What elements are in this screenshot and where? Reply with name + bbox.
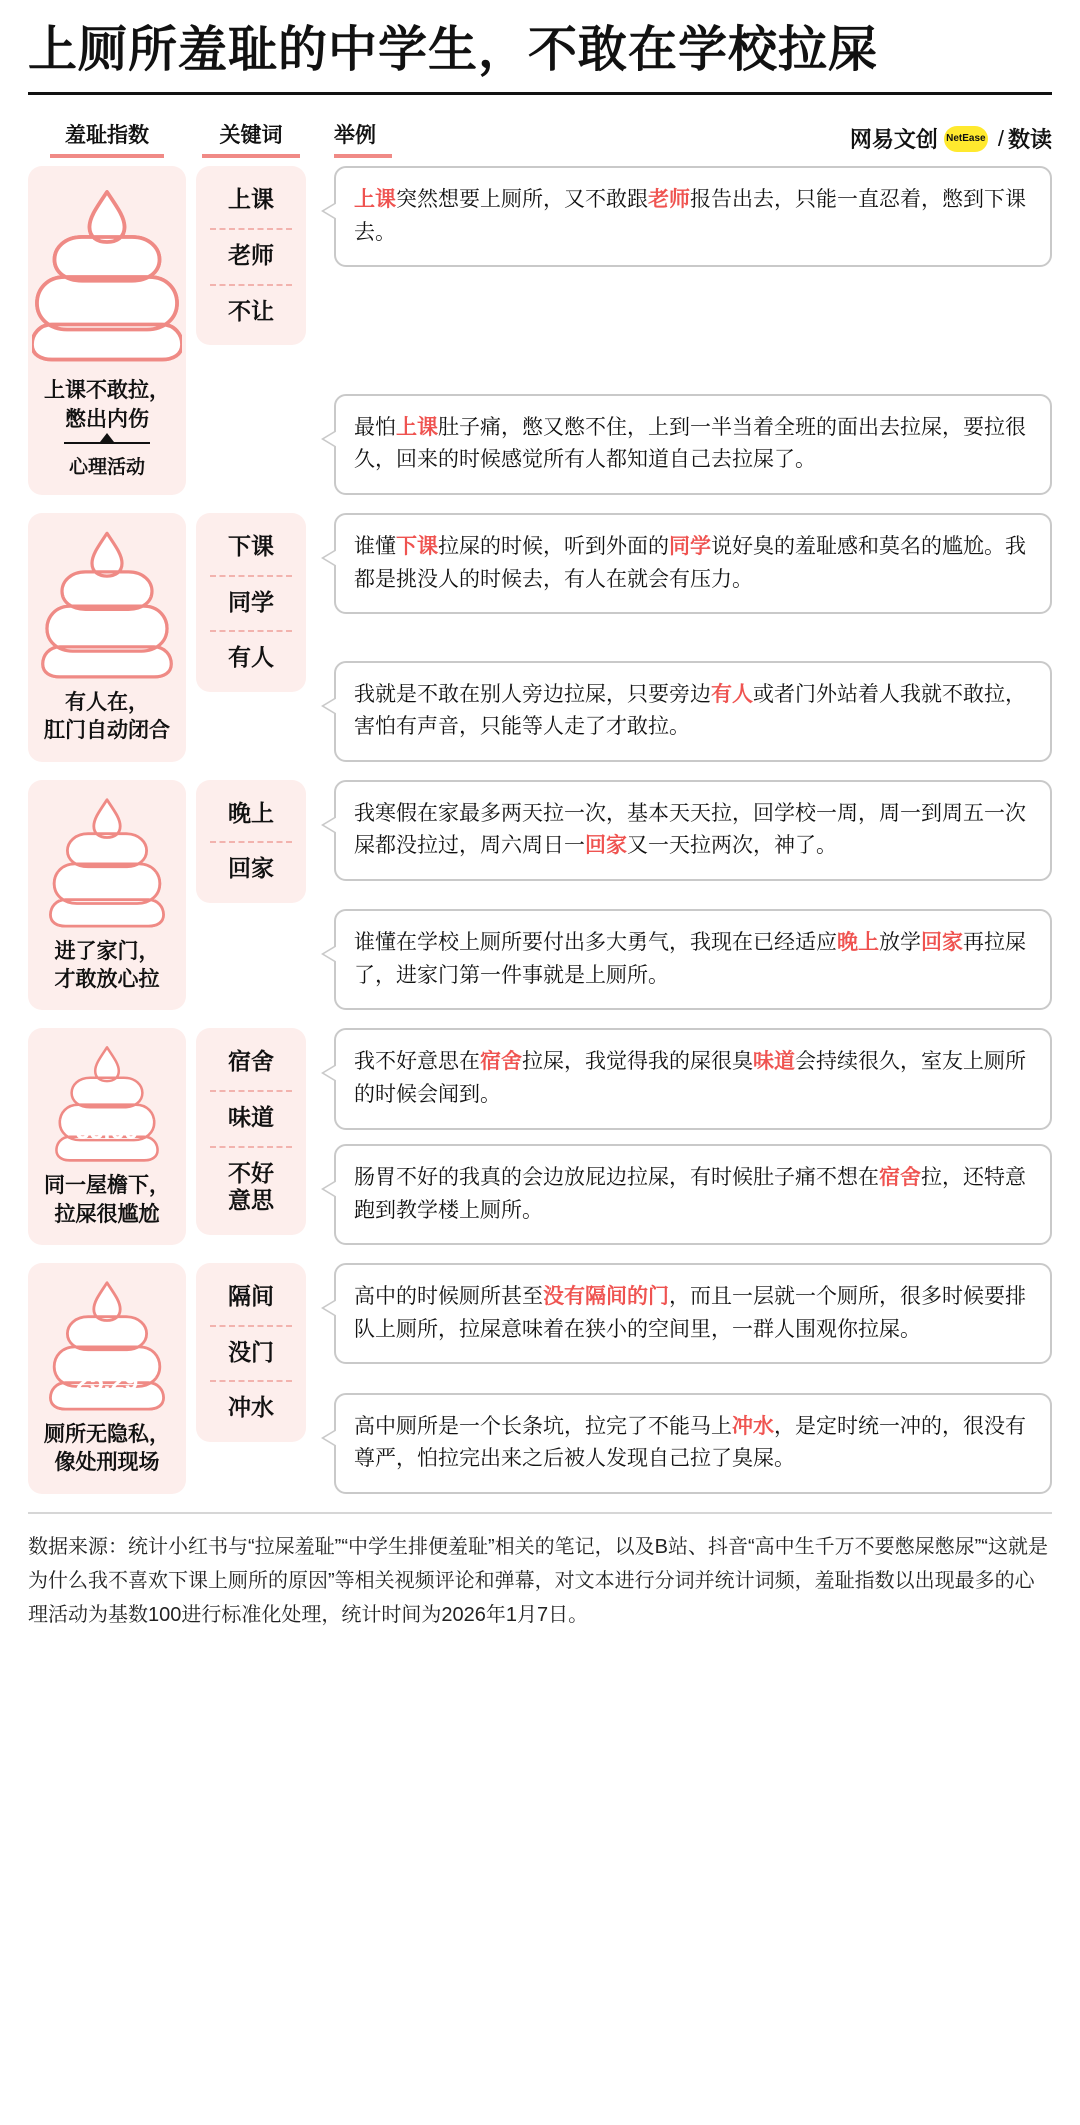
keyword-card [196,1028,306,1234]
quotes-column [334,513,1052,762]
poop-icon [41,529,173,679]
quote-text: 再拉屎了，进家门第一件事就是上厕所。 [354,931,1026,987]
quote-text: 肚子痛，憋又憋不住，上到一半当着全班的面出去拉屎，要拉很久，回来的时候感觉所有人都知道自己去拉屎了。 [354,415,1026,472]
quote-bubble [334,1263,1052,1364]
poop-bar [32,182,182,367]
chart-row [28,1263,1052,1494]
quote-highlight: 回家 [921,931,963,955]
source-footnote: 数据来源：统计小红书与“拉屎羞耻”“中学生排便羞耻”相关的笔记，以及B站、抖音“高中生千万不要憋屎憋尿”“这就是为什么我不喜欢下课上厕所的原因”等相关视频评论和弹幕，对文本进行分词并统计词频，羞耻指数以出现最多的心理活动为基数100进行标准化处理，统计时间为2026年1月7日。 [28,1512,1052,1632]
quotes-column [334,166,1052,495]
netease-badge: NetEase [944,126,988,152]
quote-bubble [334,394,1052,495]
quote-text: 我不好意思在 [354,1050,480,1074]
keyword-item[interactable]: 不好 意思 [196,1146,306,1229]
quote-bubble [334,513,1052,614]
quote-text: 最怕 [354,415,396,439]
quote-text: ，而且一层就一个厕所，很多时候要排队上厕所，拉屎意味着在狭小的空间里，一群人围观你拉屎。 [354,1285,1026,1341]
quote-text: ，是定时统一冲的，很没有尊严，怕拉完出来之后被人发现自己拉了臭屎。 [354,1414,1026,1471]
quote-highlight: 下课 [396,535,438,559]
keyword-card [196,513,306,692]
poop-icon [43,796,171,928]
mental-activity-label: 心理活动 [36,442,178,479]
quote-highlight: 宿舍 [480,1050,522,1074]
brand-slash: / [997,125,1004,151]
poop-bar [43,796,171,928]
column-header-keyword: 关键词 [196,119,306,158]
keyword-item[interactable]: 晚上 [228,799,274,826]
quote-bubble [334,780,1052,881]
quote-text: 谁懂 [354,535,396,559]
poop-icon [32,182,182,367]
quote-text: 高中的时候厕所甚至 [354,1285,543,1309]
score-value: 35.69 [75,1117,139,1146]
title-section [0,0,1080,105]
quotes-column [334,1028,1052,1245]
quotes-column [334,1263,1052,1494]
quote-text: 高中厕所是一个长条坑，拉完了不能马上 [354,1414,732,1438]
quote-bubble [334,909,1052,1010]
quote-text: 突然想要上厕所，又不敢跟 [396,188,648,212]
rows-container [0,166,1080,1493]
keyword-card [196,166,306,345]
quote-bubble [334,1393,1052,1494]
keyword-item[interactable]: 有人 [196,630,306,686]
quote-bubble [334,1028,1052,1129]
quote-highlight: 上课 [396,415,438,439]
keyword-item[interactable]: 没门 [196,1325,306,1381]
quotes-column [334,780,1052,1011]
column-header-score: 羞耻指数 [28,119,186,158]
quote-highlight: 冲水 [732,1414,774,1438]
keyword-item[interactable]: 宿舍 [228,1048,274,1075]
quote-text: 说好臭的羞耻感和莫名的尴尬。我都是挑没人的时候去，有人在就会有压力。 [354,535,1026,591]
quote-text: 报告出去，只能一直忍着，憋到下课去。 [354,188,1026,244]
score-caption: 有人在， 肛门自动闭合 [44,691,170,743]
keyword-item[interactable]: 冲水 [196,1380,306,1436]
chart-row [28,166,1052,495]
keyword-item[interactable]: 回家 [196,841,306,897]
quote-highlight: 老师 [648,188,690,212]
quote-highlight: 同学 [669,535,711,559]
score-caption: 同一屋檐下， 拉屎很尴尬 [44,1174,170,1226]
chart-row [28,1028,1052,1245]
column-headers [0,105,1080,166]
quote-text: 谁懂在学校上厕所要付出多大勇气，我现在已经适应 [354,931,837,955]
keyword-item[interactable]: 隔间 [228,1283,274,1310]
score-value: 100 [86,280,128,309]
poop-bar [41,529,173,679]
quote-highlight: 宿舍 [879,1166,921,1189]
poop-bar [47,1279,167,1411]
keyword-card [196,780,306,903]
score-caption: 上课不敢拉， 憋出内伤 [44,379,170,431]
quote-text: 我就是不敢在别人旁边拉屎，只要旁边 [354,682,711,706]
quote-highlight: 有人 [711,682,753,706]
quote-text: 或者门外站着人我就不敢拉，害怕有声音，只能等人走了才敢拉。 [354,682,1026,739]
chart-row [28,780,1052,1011]
keyword-item[interactable]: 同学 [196,575,306,631]
quote-text: 拉屎，我觉得我的屎很臭 [522,1050,753,1074]
score-card [28,166,186,495]
quote-highlight: 味道 [753,1050,795,1074]
quote-text: 又一天拉两次，神了。 [627,834,837,858]
score-value: 42.37 [75,874,139,903]
score-value: 25.29 [75,1368,139,1397]
quote-highlight: 上课 [354,188,396,212]
score-caption: 进了家门， 才敢放心拉 [54,939,160,992]
score-card [28,780,186,1011]
score-value: 55.25 [75,616,139,645]
quote-highlight: 回家 [585,834,627,858]
quote-text: 拉屎的时候，听到外面的 [438,535,669,559]
title-divider [28,92,1052,95]
quote-highlight: 没有隔间的门 [543,1285,669,1309]
keyword-item[interactable]: 上课 [228,186,274,213]
brand-right-text: 数读 [1007,127,1052,153]
column-header-example: 举例 [334,119,454,158]
quote-highlight: 晚上 [837,931,879,955]
keyword-item[interactable]: 下课 [228,533,274,560]
keyword-card [196,1263,306,1442]
keyword-item[interactable]: 老师 [196,228,306,284]
score-card [28,1028,186,1245]
quote-text: 肠胃不好的我真的会边放屁边拉屎，有时候肚子痛不想在 [354,1166,879,1189]
quote-bubble [334,1144,1052,1245]
page-title: 上厕所羞耻的中学生，不敢在学校拉屎 [28,23,879,77]
keyword-item[interactable]: 味道 [196,1090,306,1146]
chart-row [28,513,1052,762]
score-card [28,513,186,762]
quote-text: 拉，还特意跑到教学楼上厕所。 [354,1166,1026,1222]
quote-text: 我寒假在家最多两天拉一次，基本天天拉，回学校一周，周一到周五一次屎都没拉过，周六周日一 [354,801,1026,858]
quote-text: 会持续很久，室友上厕所的时候会闻到。 [354,1050,1026,1106]
brand-logo [850,123,1052,158]
poop-bar [45,1044,169,1162]
quote-text: 放学 [879,931,921,955]
brand-left-text: 网易文创 [849,127,938,153]
score-caption: 厕所无隐私， 像处刑现场 [44,1423,170,1475]
quote-bubble [334,166,1052,267]
quote-bubble [334,661,1052,762]
score-card [28,1263,186,1494]
keyword-item[interactable]: 不让 [196,284,306,340]
